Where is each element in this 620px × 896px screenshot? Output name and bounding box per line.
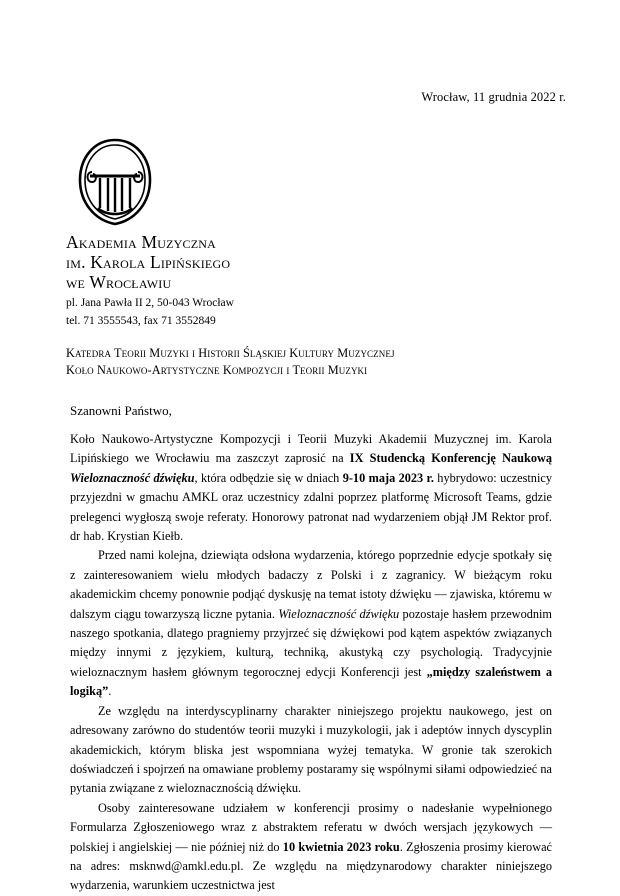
p2-text-d: „między szaleństwem a logiką” [70,664,553,699]
department-line2: Koło Naukowo-Artystyczne Kompozycji i Teorii Muzyki [66,362,368,377]
p4-text-b: 10 kwietnia 2023 roku [282,839,400,854]
letterhead [66,232,546,328]
p2-text-c: pozostaje hasłem przewodnim naszego spotkania, dlatego pragniemy przyjrzeć się dźwiękowi pod kątem aspektów związanych między innymi z językiem, kulturą, techniką, akustyką czy psychologią. Tradycyjnie wieloznacznym hasłem głównym tegorocznej edycji Konferencji jest [70,606,552,679]
p2-text-a: Przed nami kolejna, dziewiąta odsłona wydarzenia, którego poprzednie edycje spotkały się z zainteresowaniem wielu młodych badaczy z Polski i z zagranicy. W bieżącym roku akademickim chcemy ponownie podjąć dyskusję na temat istoty dźwięku — zjawiska, któremu w dalszym ciągu towarzyszą liczne pytania. [70,548,552,621]
p1-text-a: Koło Naukowo-Artystyczne Kompozycji i Teorii Muzyki Akademii Muzycznej im. Karola Lipińskiego we Wrocławiu ma zaszczyt zaprosić na [70,432,552,466]
department-block [66,345,566,378]
p1-text-c: Wieloznaczność dźwięku [70,470,195,485]
department-line1: Katedra Teorii Muzyki i Historii Śląskiej Kultury Muzycznej [66,346,395,360]
letter-body [70,430,552,896]
date-line: Wrocław, 11 grudnia 2022 r. [421,90,566,104]
p1-text-f: hybrydowo: uczestnicy przyjezdni w gmachu AMKL oraz uczestnicy zdalni poprzez platformę Microsoft Teams, gdzie prelegenci wygłoszą swoje referaty. Honorowy patronat nad wydarzeniem objął JM Rektor prof. dr hab. Krystian Kiełb. [70,470,552,544]
paragraph-4 [70,799,552,896]
institution-name-line3: we Wrocławiu [66,272,172,292]
institution-name-line2: im. Karola Lipińskiego [66,252,231,272]
p4-text-a: Osoby zainteresowane udziałem w konferencji prosimy o nadesłanie wypełnionego Formularza Zgłoszeniowego wraz z abstraktem referatu w dwóch wersjach językowych — polskiej i angielskiej — nie później niż do [70,800,552,854]
paragraph-3: Ze względu na interdyscyplinarny charakter niniejszego projektu naukowego, jest on adresowany zarówno do studentów teorii muzyki i muzykologii, jak i adeptów innych dyscyplin akademickich, którym bliska jest wspomniana wyżej tematyka. W gronie tak szerokich doświadczeń i spojrzeń na omawiane problemy postaramy się wspólnymi siłami odpowiedzieć na pytania związane z wieloznacznością dźwięku. [70,703,552,796]
lyre-emblem-icon [72,132,158,228]
p2-text-e: . [108,684,112,699]
institution-phone: tel. 71 3555543, fax 71 3552849 [66,315,216,327]
paragraph-1 [70,430,552,546]
p2-text-b: Wieloznaczność dźwięku [278,606,400,621]
p1-text-e: 9-10 maja 2023 r. [342,470,434,485]
p1-text-b: IX Studencką Konferencję Naukową [349,451,552,466]
institution-address: pl. Jana Pawła II 2, 50-043 Wrocław [66,297,234,309]
paragraph-2 [70,546,552,701]
institution-name-line1: Akademia Muzyczna [66,232,216,252]
salutation: Szanowni Państwo, [70,403,172,418]
p4-text-c: . Zgłoszenia prosimy kierować na adres: msknwd@amkl.edu.pl. Ze względu na międzynarodowy charakter niniejszego wydarzenia, warunkiem uczestnictwa jest [70,839,552,893]
p1-text-d: , która odbędzie się w dniach [194,470,343,485]
